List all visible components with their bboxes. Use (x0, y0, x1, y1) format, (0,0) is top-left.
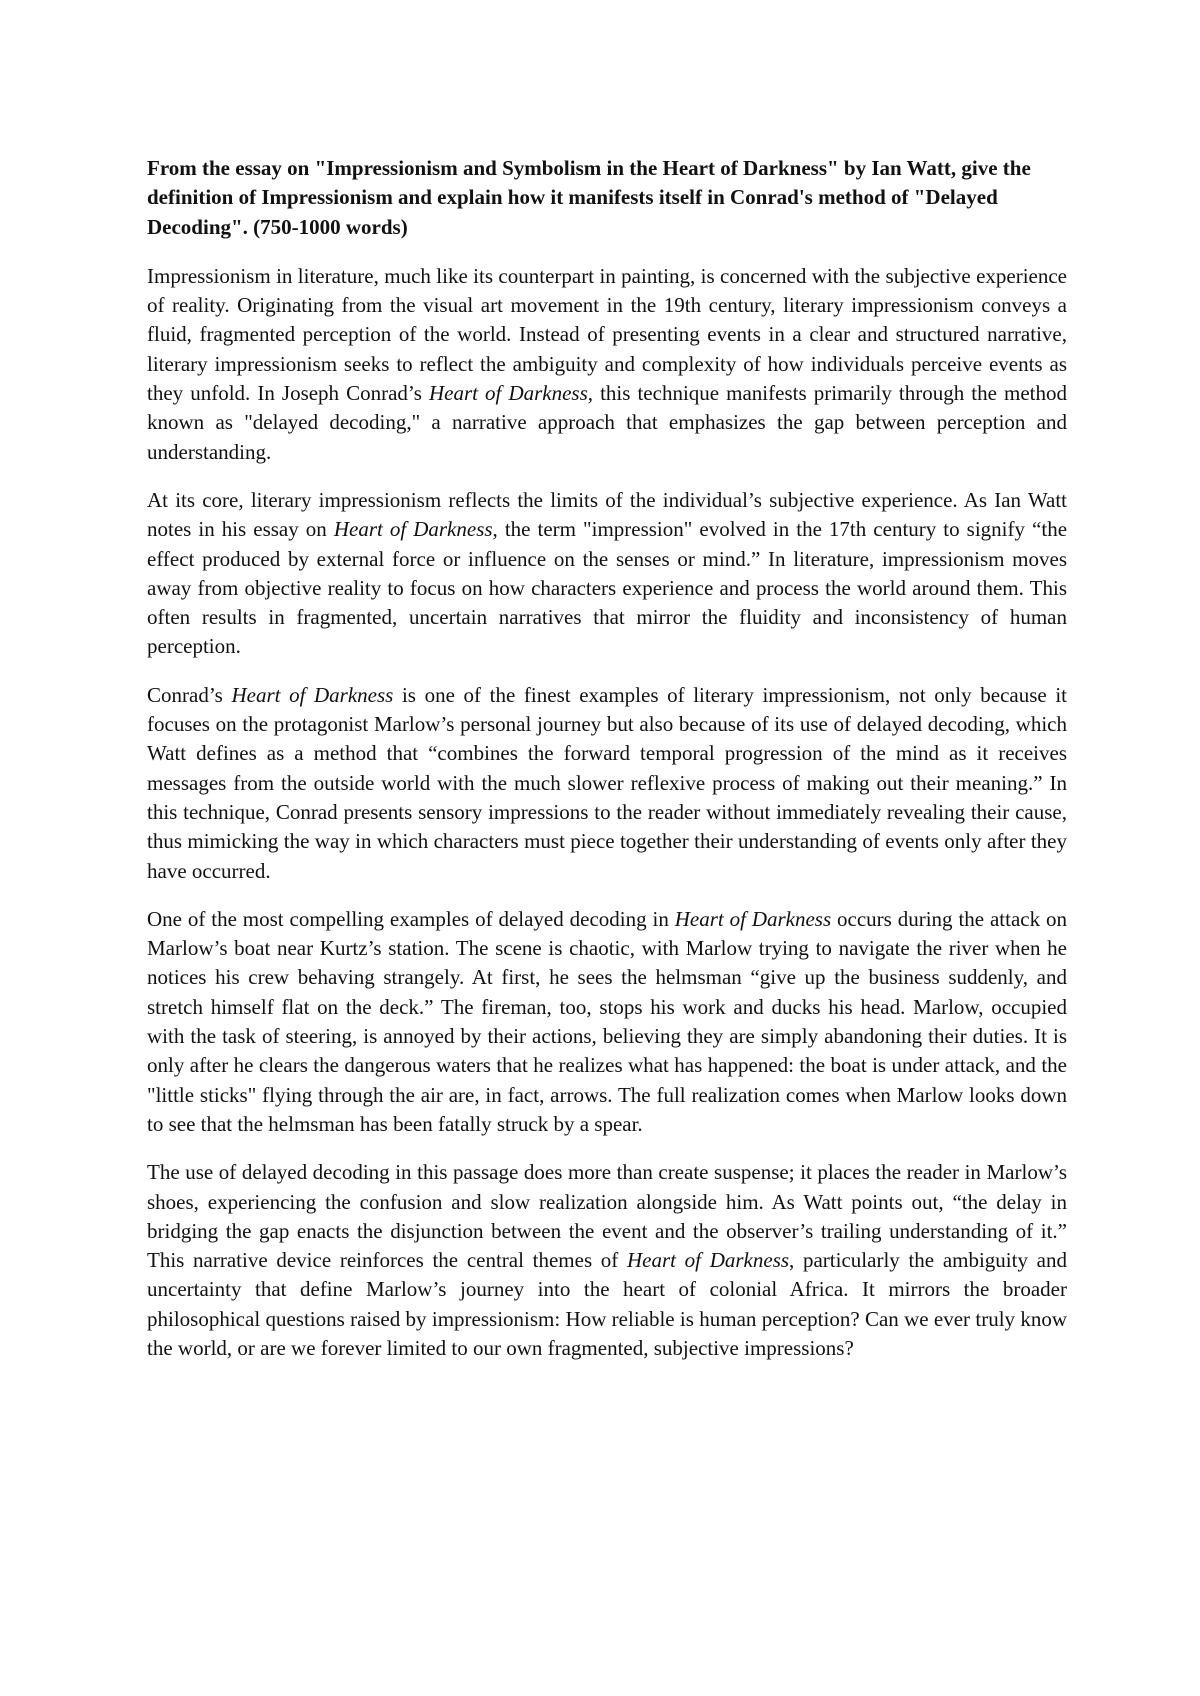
paragraph-text: , particularly the ambiguity and uncertainty that define Marlow’s journey into the heart of colonial Africa. It mirrors the broader philosophical questions raised by impressionism: How reliable is human perception? Can we ever truly know the world, or are we forever limited to our own fragmented, subjective impressions? (147, 1248, 1067, 1360)
paragraph-text: is one of the finest examples of literary impressionism, not only because it focuses on the protagonist Marlow’s personal journey but also because of its use of delayed decoding, which Watt defines as a method that “combines the forward temporal progression of the mind as it receives messages from the outside world with the much slower reflexive process of making out their meaning.” In this technique, Conrad presents sensory impressions to the reader without immediately revealing their cause, thus mimicking the way in which characters must piece together their understanding of events only after they have occurred. (147, 682, 1067, 883)
paragraph-3 (147, 681, 1067, 886)
italic-title: Heart of Darkness (429, 381, 588, 406)
paragraph-2 (147, 486, 1067, 662)
paragraph-text: The use of delayed decoding in this passage does more than create suspense; it places the reader in Marlow’s shoes, experiencing the confusion and slow realization alongside him. As Watt points out, “the delay in bridging the gap enacts the disjunction between the event and the observer’s trailing understanding of it.” This narrative device reinforces the central themes of (147, 1160, 1067, 1273)
paragraph-text: At its core, literary impressionism reflects the limits of the individual’s subjective experience. As Ian Watt notes in his essay on (147, 487, 1067, 542)
paragraph-text: occurs during the attack on Marlow’s boat near Kurtz’s station. The scene is chaotic, with Marlow trying to navigate the river when he notices his crew behaving strangely. At first, he sees the helmsman “give up the business suddenly, and stretch himself flat on the deck.” The fireman, too, stops his work and ducks his head. Marlow, occupied with the task of steering, is annoyed by their actions, believing they are simply abandoning their duties. It is only after he clears the dangerous waters that he realizes what has happened: the boat is under attack, and the "little sticks" flying through the air are, in fact, arrows. The full realization comes when Marlow looks down to see that the helmsman has been fatally struck by a spear. (147, 906, 1068, 1136)
paragraph-text: , the term "impression" evolved in the 17th century to signify “the effect produced by external force or influence on the senses or mind.” In literature, impressionism moves away from objective reality to focus on how characters experience and process the world around them. This often results in fragmented, uncertain narratives that mirror the fluidity and inconsistency of human perception. (147, 517, 1068, 659)
paragraph-text: , this technique manifests primarily through the method known as "delayed decoding," a narrative approach that emphasizes the gap between perception and understanding. (147, 381, 1067, 464)
italic-title: Heart of Darkness (674, 906, 832, 931)
italic-title: Heart of Darkness (333, 517, 493, 542)
paragraph-text: Conrad’s (147, 682, 232, 707)
document-body (147, 154, 1067, 1382)
paragraph-4 (147, 905, 1067, 1139)
paragraph-1 (147, 262, 1067, 467)
paragraph-text: One of the most compelling examples of delayed decoding in (147, 906, 675, 931)
paragraph-text: Impressionism in literature, much like its counterpart in painting, is concerned with the subjective experience of reality. Originating from the visual art movement in the 19th century, literary impressionism conveys a fluid, fragmented perception of the world. Instead of presenting events in a clear and structured narrative, literary impressionism seeks to reflect the ambiguity and complexity of how individuals perceive events as they unfold. In Joseph Conrad’s (147, 263, 1067, 406)
paragraph-5 (147, 1158, 1067, 1363)
italic-title: Heart of Darkness (231, 682, 394, 707)
essay-question: From the essay on "Impressionism and Symbolism in the Heart of Darkness" by Ian Watt, give the definition of Impressionism and explain how it manifests itself in Conrad's method of "Delayed Decoding". (750-1000 words) (147, 156, 1031, 239)
italic-title: Heart of Darkness (627, 1248, 790, 1273)
